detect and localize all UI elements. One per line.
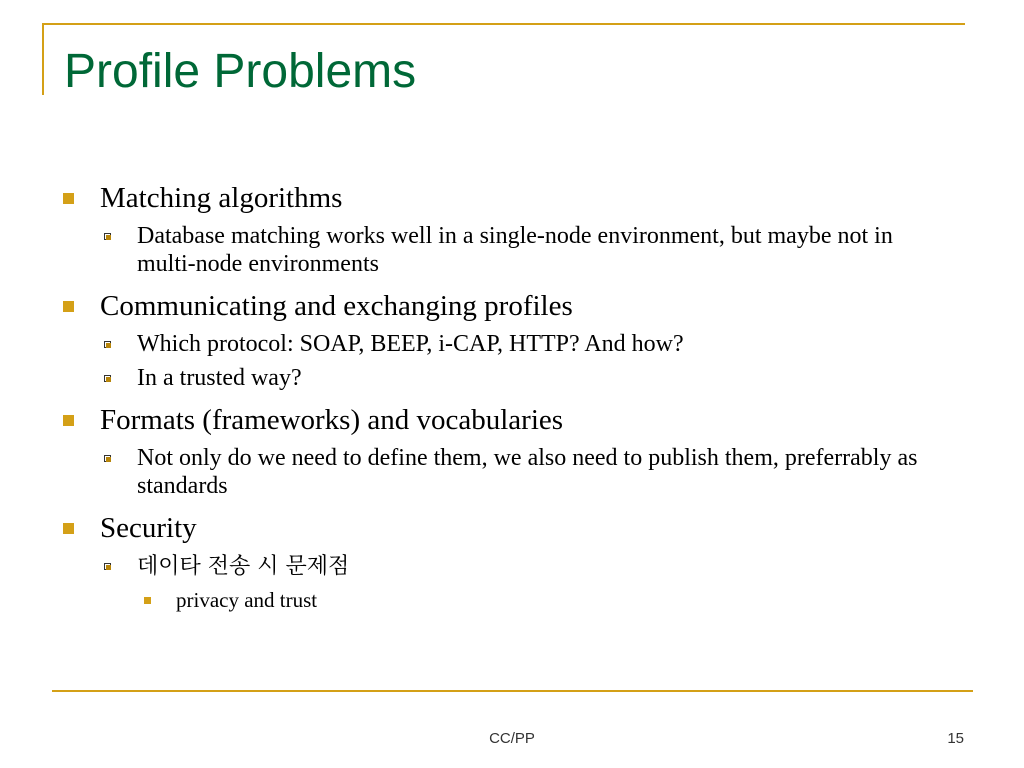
hollow-square-bullet-icon	[104, 375, 111, 382]
footer-label: CC/PP	[489, 730, 535, 747]
bullet-text: Matching algorithms	[100, 182, 343, 214]
bullet-item-formats	[0, 402, 1024, 438]
sub-bullet-item	[0, 330, 1024, 358]
hollow-square-bullet-icon	[104, 455, 111, 462]
sub-sub-bullet-text: privacy and trust	[176, 588, 318, 612]
square-bullet-icon	[63, 301, 74, 312]
frame-top-border	[42, 23, 965, 25]
sub-bullet-text: Database matching works well in a single-node environment, but maybe not in multi-node environments	[137, 223, 893, 277]
slide-title: Profile Problems	[64, 45, 417, 98]
page-number: 15	[947, 730, 964, 747]
sub-bullet-item	[0, 444, 1024, 500]
bullet-item-security	[0, 510, 1024, 546]
sub-bullet-text: In a trusted way?	[137, 365, 302, 391]
sub-bullet-item	[0, 552, 1024, 581]
sub-bullet-item	[0, 364, 1024, 392]
sub-bullet-text: Not only do we need to define them, we also need to publish them, preferrably as standards	[137, 445, 918, 499]
sub-bullet-text: Which protocol: SOAP, BEEP, i-CAP, HTTP? And how?	[137, 331, 684, 357]
bullet-text: Security	[100, 512, 197, 544]
sub-bullet-text: 데이타 전송 시 문제점	[137, 554, 350, 579]
bullet-text: Communicating and exchanging profiles	[100, 290, 573, 322]
footer-divider	[52, 690, 973, 692]
sub-sub-bullet-item	[0, 587, 1024, 613]
bullet-text: Formats (frameworks) and vocabularies	[100, 404, 564, 436]
square-bullet-icon	[63, 193, 74, 204]
bullet-item-matching	[0, 180, 1024, 216]
bullet-item-communicating	[0, 288, 1024, 324]
frame-left-border	[42, 23, 44, 95]
square-bullet-icon	[63, 523, 74, 534]
hollow-square-bullet-icon	[104, 233, 111, 240]
square-bullet-icon	[63, 415, 74, 426]
hollow-square-bullet-icon	[104, 341, 111, 348]
hollow-square-bullet-icon	[104, 563, 111, 570]
slide-body	[0, 180, 1024, 613]
small-square-bullet-icon	[144, 597, 151, 604]
sub-bullet-item	[0, 222, 1024, 278]
